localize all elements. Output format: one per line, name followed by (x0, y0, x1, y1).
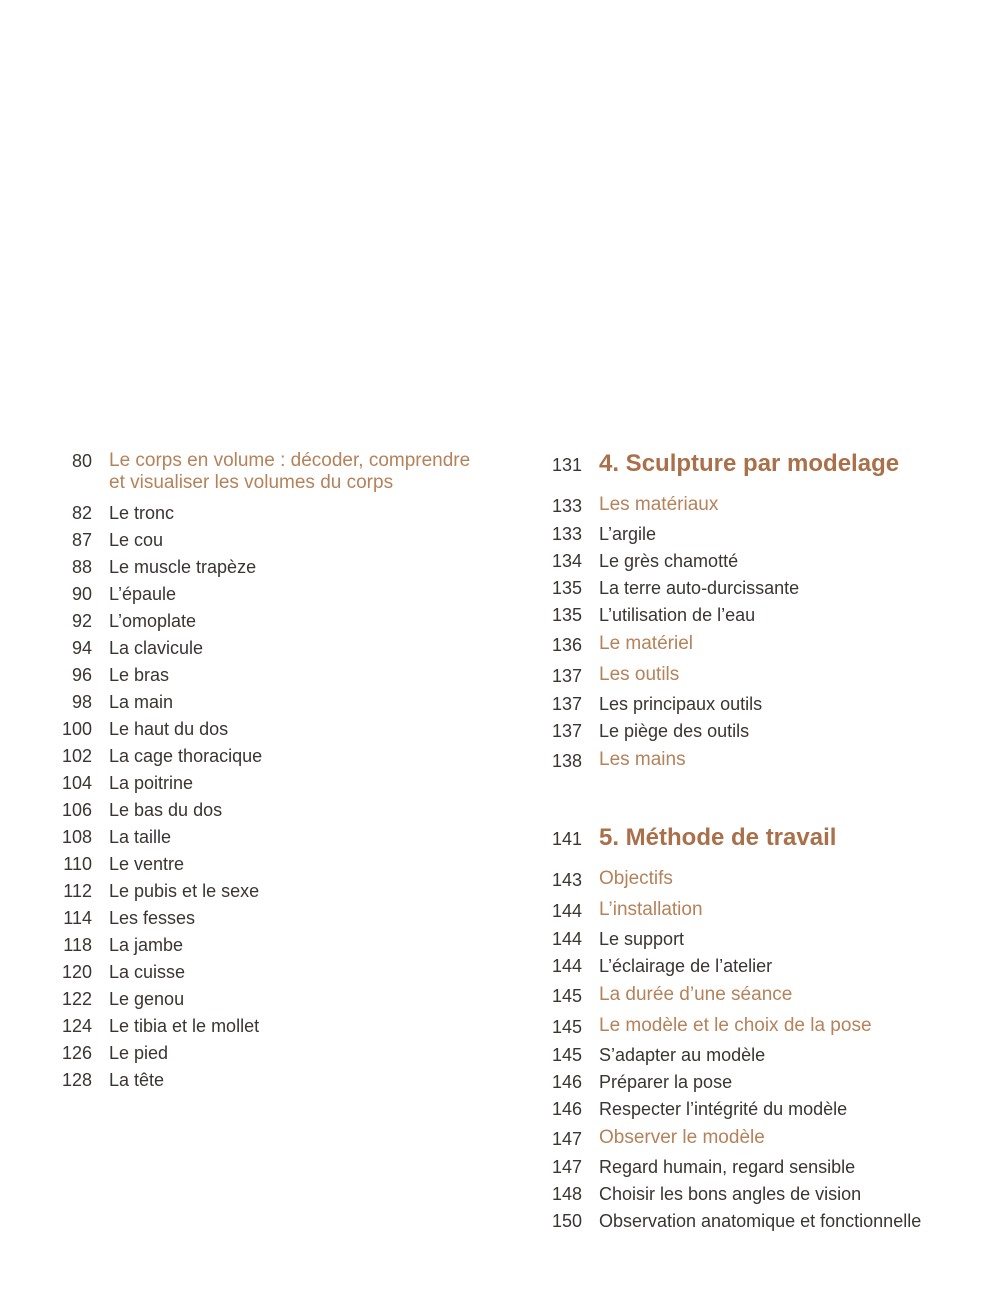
toc-entry-title: 5. Méthode de travail (599, 824, 837, 851)
toc-entry-sub[interactable] (40, 905, 490, 932)
toc-entry-sub[interactable] (40, 986, 490, 1013)
toc-page-number: 90 (71, 584, 92, 604)
toc-entry-section[interactable] (530, 664, 970, 691)
toc-entry-sub[interactable] (40, 581, 490, 608)
toc-entry-section[interactable] (530, 494, 970, 521)
toc-entry-title: Préparer la pose (599, 1072, 733, 1092)
toc-entry-title: Le modèle et le choix de la pose (599, 1015, 872, 1036)
toc-page-number: 131 (551, 455, 582, 475)
toc-entry-title: La taille (109, 827, 172, 847)
toc-entry-sub[interactable] (40, 797, 490, 824)
toc-entry-section[interactable] (530, 1127, 970, 1154)
toc-entry-sub[interactable] (530, 691, 970, 718)
toc-entry-title: La jambe (109, 935, 184, 955)
toc-entry-title: Le ventre (109, 854, 185, 874)
toc-page-number: 137 (551, 721, 582, 741)
toc-entry-sub[interactable] (40, 1013, 490, 1040)
toc-entry-title: Les fesses (109, 908, 196, 928)
toc-entry-title: Le bas du dos (109, 800, 223, 820)
toc-entry-sub[interactable] (530, 1096, 970, 1123)
toc-entry-title: Le pubis et le sexe (109, 881, 260, 901)
toc-entry-sub[interactable] (40, 1067, 490, 1094)
toc-entry-sub[interactable] (530, 926, 970, 953)
toc-entry-sub[interactable] (40, 554, 490, 581)
toc-entry-title: L’installation (599, 899, 703, 920)
toc-entry-sub[interactable] (530, 521, 970, 548)
toc-page-number: 112 (63, 881, 92, 901)
toc-entry-sub[interactable] (530, 575, 970, 602)
toc-page-number: 126 (61, 1043, 92, 1063)
toc-entry-title: Objectifs (599, 868, 673, 889)
toc-page-number: 141 (551, 829, 582, 849)
toc-entry-sub[interactable] (40, 689, 490, 716)
toc-page-number: 124 (61, 1016, 92, 1036)
toc-entry-title: Le support (599, 929, 685, 949)
toc-page-number: 108 (61, 827, 92, 847)
toc-entry-title: Observation anatomique et fonctionnelle (599, 1211, 922, 1231)
toc-entry-sub[interactable] (40, 608, 490, 635)
toc-page-number: 144 (551, 956, 582, 976)
toc-entry-sub[interactable] (40, 878, 490, 905)
toc-entry-title: La terre auto-durcissante (599, 578, 800, 598)
toc-page-number: 146 (551, 1072, 582, 1092)
toc-entry-title: L’argile (599, 524, 657, 544)
toc-entry-sub[interactable] (40, 1040, 490, 1067)
toc-entry-title: La clavicule (109, 638, 204, 658)
toc-entry-title: La cage thoracique (109, 746, 263, 766)
toc-entry-sub[interactable] (40, 959, 490, 986)
toc-entry-sub[interactable] (40, 824, 490, 851)
toc-page-number: 135 (551, 605, 582, 625)
toc-entry-title: La tête (109, 1070, 165, 1090)
toc-entry-title: Regard humain, regard sensible (599, 1157, 856, 1177)
toc-entry-section-wrap[interactable] (40, 450, 490, 500)
toc-entry-sub[interactable] (40, 851, 490, 878)
toc-page-number: 145 (551, 1045, 582, 1065)
toc-entry-sub[interactable] (530, 602, 970, 629)
toc-entry-section[interactable] (530, 1015, 970, 1042)
toc-page-number: 135 (551, 578, 582, 598)
toc-entry-sub[interactable] (40, 743, 490, 770)
toc-page-number: 122 (61, 989, 92, 1009)
toc-entry-sub[interactable] (530, 1181, 970, 1208)
toc-left-column (40, 450, 490, 1094)
toc-page-number: 144 (551, 901, 582, 921)
toc-page-number: 92 (71, 611, 92, 631)
toc-entry-title: S’adapter au modèle (599, 1045, 766, 1065)
toc-page-number: 138 (551, 751, 582, 771)
toc-page-number: 94 (71, 638, 92, 658)
toc-entry-title: Le haut du dos (109, 719, 229, 739)
toc-entry-sub[interactable] (40, 770, 490, 797)
toc-entry-title: Le tibia et le mollet (109, 1016, 260, 1036)
toc-page-number: 98 (71, 692, 92, 712)
toc-page-number: 102 (61, 746, 92, 766)
toc-entry-title: Le cou (109, 530, 164, 550)
toc-entry-chapter[interactable] (530, 824, 970, 864)
toc-entry-sub[interactable] (40, 635, 490, 662)
toc-page-number: 80 (71, 451, 92, 471)
toc-entry-title: Respecter l’intégrité du modèle (599, 1099, 848, 1119)
toc-page-number: 87 (71, 530, 92, 550)
toc-entry-title: Le bras (109, 665, 170, 685)
toc-entry-sub[interactable] (530, 718, 970, 745)
toc-page-number: 133 (551, 496, 582, 516)
toc-entry-sub[interactable] (530, 548, 970, 575)
toc-entry-title: Le corps en volume : décoder, comprendre et visualiser les volumes du corps (109, 450, 471, 493)
toc-entry-sub[interactable] (40, 527, 490, 554)
toc-entry-title: La poitrine (109, 773, 194, 793)
toc-page-number: 118 (63, 935, 92, 955)
toc-entry-title: L’omoplate (109, 611, 197, 631)
toc-entry-section[interactable] (530, 868, 970, 895)
toc-entry-sub[interactable] (530, 1208, 970, 1235)
toc-entry-title: L’éclairage de l’atelier (599, 956, 773, 976)
toc-page-number: 147 (551, 1157, 582, 1177)
toc-page-number: 150 (551, 1211, 582, 1231)
toc-entry-sub[interactable] (40, 500, 490, 527)
toc-entry-title: La cuisse (109, 962, 186, 982)
toc-page-number: 143 (551, 870, 582, 890)
toc-entry-sub[interactable] (40, 716, 490, 743)
toc-page-number: 110 (63, 854, 92, 874)
toc-entry-title: Le piège des outils (599, 721, 750, 741)
toc-entry-sub[interactable] (530, 1069, 970, 1096)
toc-entry-title: Observer le modèle (599, 1127, 765, 1148)
toc-page-number: 136 (551, 635, 582, 655)
toc-entry-sub[interactable] (40, 662, 490, 689)
toc-entry-title: Les outils (599, 664, 680, 685)
toc-page-number: 96 (71, 665, 92, 685)
toc-page-number: 104 (61, 773, 92, 793)
toc-page-number: 145 (551, 1017, 582, 1037)
toc-entry-title: Choisir les bons angles de vision (599, 1184, 862, 1204)
toc-page-number: 106 (61, 800, 92, 820)
toc-entry-section[interactable] (530, 633, 970, 660)
toc-page-number: 133 (551, 524, 582, 544)
toc-entry-section[interactable] (530, 749, 970, 776)
toc-right-column (530, 450, 970, 1235)
toc-page-number: 134 (551, 551, 582, 571)
toc-page-number: 128 (61, 1070, 92, 1090)
toc-page-number: 146 (551, 1099, 582, 1119)
toc-entry-title: Les mains (599, 749, 686, 770)
toc-entry-title: Le grès chamotté (599, 551, 739, 571)
toc-entry-sub[interactable] (530, 1154, 970, 1181)
toc-entry-title: Les principaux outils (599, 694, 763, 714)
toc-entry-title: Le muscle trapèze (109, 557, 257, 577)
toc-page-number: 137 (551, 666, 582, 686)
toc-page-number: 120 (61, 962, 92, 982)
toc-entry-title: Le matériel (599, 633, 693, 654)
toc-entry-sub[interactable] (40, 932, 490, 959)
toc-entry-title: La durée d’une séance (599, 984, 793, 1005)
toc-entry-title: 4. Sculpture par modelage (599, 450, 900, 477)
toc-page-number: 100 (61, 719, 92, 739)
toc-entry-section[interactable] (530, 899, 970, 926)
toc-entry-sub[interactable] (530, 953, 970, 980)
toc-entry-title: Le genou (109, 989, 185, 1009)
toc-entry-title: L’utilisation de l’eau (599, 605, 756, 625)
toc-page-number: 82 (71, 503, 92, 523)
toc-entry-chapter[interactable] (530, 450, 970, 490)
toc-page-number: 88 (71, 557, 92, 577)
toc-page-number: 137 (551, 694, 582, 714)
toc-entry-sub[interactable] (530, 1042, 970, 1069)
toc-entry-title: Le pied (109, 1043, 169, 1063)
toc-page-number: 145 (551, 986, 582, 1006)
toc-page-number: 147 (551, 1129, 582, 1149)
toc-page-number: 144 (551, 929, 582, 949)
toc-entry-title: Les matériaux (599, 494, 719, 515)
toc-entry-title: La main (109, 692, 174, 712)
toc-entry-section[interactable] (530, 984, 970, 1011)
toc-page-number: 148 (551, 1184, 582, 1204)
toc-entry-title: L’épaule (109, 584, 177, 604)
toc-spacer (530, 776, 970, 824)
toc-entry-title: Le tronc (109, 503, 175, 523)
toc-page-number: 114 (63, 908, 92, 928)
